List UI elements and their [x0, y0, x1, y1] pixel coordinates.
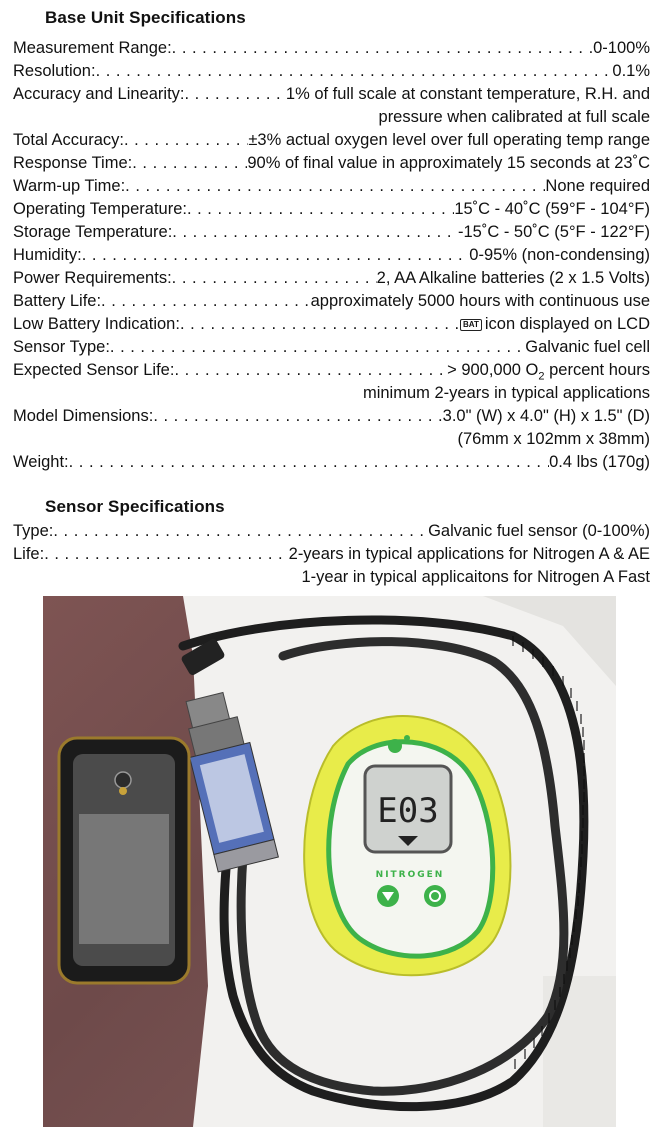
spec-label: Type:: [13, 522, 54, 540]
dot-leader: [101, 290, 311, 313]
mobile-phone: [59, 738, 189, 983]
spec-value: 3.0" (W) x 4.0" (H) x 1.5" (D): [442, 407, 650, 425]
dot-leader: [82, 244, 470, 267]
dot-leader: [185, 83, 286, 106]
spec-value-continuation: minimum 2-years in typical applications: [362, 384, 650, 402]
spec-row-power-requirements: [13, 267, 650, 290]
battery-icon: BAT: [460, 319, 482, 331]
dot-leader: [69, 451, 549, 474]
spec-row-low-battery-indication: [13, 313, 650, 336]
dot-leader: [172, 37, 593, 60]
base-unit-heading: Base Unit Specifications: [45, 8, 246, 27]
spec-row-storage-temperature: [13, 221, 650, 244]
spec-row-warm-up-time: [13, 175, 650, 198]
spec-value-text: icon displayed on LCD: [484, 315, 650, 333]
spec-value-subscript: 2: [538, 370, 545, 383]
spec-value-continuation: 1-year in typical applicaitons for Nitrogen A Fast: [301, 568, 650, 586]
spec-row-operating-temperature: [13, 198, 650, 221]
spec-value-continuation: pressure when calibrated at full scale: [378, 108, 650, 126]
spec-label: Warm-up Time:: [13, 177, 126, 195]
spec-row-battery-life: [13, 290, 650, 313]
spec-row-expected-sensor-life: [13, 359, 650, 382]
spec-row-humidity: [13, 244, 650, 267]
spec-value: 0-95% (non-condensing): [469, 246, 650, 264]
dot-leader: [44, 543, 288, 566]
spec-label: Expected Sensor Life:: [13, 361, 175, 379]
lcd-readout: E03: [377, 791, 439, 831]
dot-leader: [174, 359, 447, 382]
spec-label: Accuracy and Linearity:: [13, 85, 185, 103]
spec-label: Storage Temperature:: [13, 223, 173, 241]
spec-label: Low Battery Indication:: [13, 315, 180, 333]
spec-row-sensor-type: [13, 336, 650, 359]
spec-value: 0-100%: [593, 39, 650, 57]
spec-value: 1% of full scale at constant temperature, R.H. and: [285, 85, 650, 103]
spec-value-continuation: (76mm x 102mm x 38mm): [457, 430, 650, 448]
spec-row-model-dimensions: [13, 405, 650, 428]
spec-value: Galvanic fuel cell: [525, 338, 650, 356]
spec-value: approximately 5000 hours with continuous use: [310, 292, 650, 310]
spec-row-total-accuracy: [13, 129, 650, 152]
spec-label: Total Accuracy:: [13, 131, 124, 149]
spec-value: [460, 313, 650, 336]
sensor-heading: Sensor Specifications: [45, 497, 225, 516]
spec-label: Measurement Range:: [13, 39, 172, 57]
spec-value: -15˚C - 50˚C (5°F - 122°F): [458, 223, 650, 241]
spec-value: ±3% actual oxygen level over full operating temp range: [248, 131, 650, 149]
spec-label: Weight:: [13, 453, 69, 471]
spec-row-resolution: [13, 60, 650, 83]
dot-leader: [132, 152, 247, 175]
spec-value: 90% of final value in approximately 15 seconds at 23˚C: [247, 154, 650, 172]
product-photo-illustration: [43, 596, 616, 1127]
spec-value: Galvanic fuel sensor (0-100%): [428, 522, 650, 540]
dot-leader: [125, 175, 545, 198]
spec-label: Sensor Type:: [13, 338, 110, 356]
device-brand: NITROGEN: [375, 870, 445, 880]
spec-value: 0.4 lbs (170g): [549, 453, 650, 471]
dot-leader: [153, 405, 442, 428]
spec-label: Life:: [13, 545, 45, 563]
spec-label: Humidity:: [13, 246, 82, 264]
spec-row-measurement-range: [13, 37, 650, 60]
dot-leader: [110, 336, 525, 359]
spec-label: Resolution:: [13, 62, 96, 80]
spec-label: Battery Life:: [13, 292, 102, 310]
spec-label: Response Time:: [13, 154, 133, 172]
spec-label: Operating Temperature:: [13, 200, 187, 218]
dot-leader: [96, 60, 613, 83]
dot-leader: [124, 129, 248, 152]
dot-leader: [172, 221, 458, 244]
spec-row-accuracy-linearity: [13, 83, 650, 106]
spec-label: Model Dimensions:: [13, 407, 154, 425]
spec-value: 15˚C - 40˚C (59°F - 104°F): [454, 200, 650, 218]
dot-leader: [53, 520, 428, 543]
spec-value: 2-years in typical applications for Nitrogen A & AE: [288, 545, 650, 563]
spec-row-response-time: [13, 152, 650, 175]
spec-value: None required: [545, 177, 650, 195]
dot-leader: [172, 267, 377, 290]
sensor-row-life: [13, 543, 650, 566]
dot-leader: [180, 313, 460, 336]
spec-value: 0.1%: [612, 62, 650, 80]
oxygen-analyzer: [304, 716, 510, 975]
dot-leader: [187, 198, 454, 221]
sensor-row-type: [13, 520, 650, 543]
spec-value: 2, AA Alkaline batteries (2 x 1.5 Volts): [376, 269, 650, 287]
spec-value-post: percent hours: [544, 361, 650, 379]
product-photo: [43, 596, 616, 1127]
spec-label: Power Requirements:: [13, 269, 172, 287]
spec-value-pre: > 900,000 O: [447, 361, 539, 379]
spec-row-weight: [13, 451, 650, 474]
